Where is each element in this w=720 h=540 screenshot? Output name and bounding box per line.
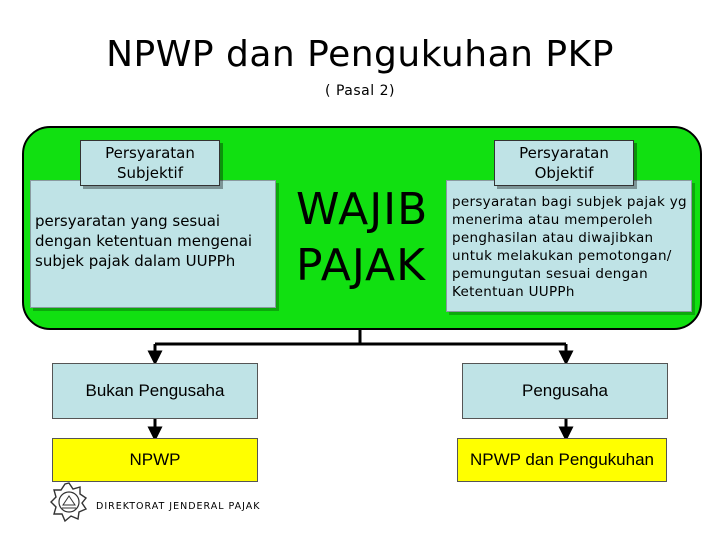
page-title: NPWP dan Pengukuhan PKP xyxy=(106,34,614,75)
subjective-requirements-text: persyaratan yang sesuai dengan ketentuan mengenai subjek pajak dalam UUPPh xyxy=(35,212,253,270)
pajak-text: PAJAK xyxy=(296,240,426,291)
objective-requirements-header: Persyaratan Objektif xyxy=(494,140,634,186)
npwp-pengukuhan-box: NPWP dan Pengukuhan xyxy=(457,438,667,482)
wajib-text: WAJIB xyxy=(296,184,429,235)
footer-organization: DIREKTORAT JENDERAL PAJAK xyxy=(96,501,261,512)
pengusaha-box: Pengusaha xyxy=(462,363,668,419)
objective-requirements-text: persyaratan bagi subjek pajak yg menerima atau memperoleh penghasilan atau diwajibkan untuk melakukan pemotongan/ pemungutan sesuai dengan Ketentuan UUPPh xyxy=(452,194,687,300)
djp-logo-icon xyxy=(48,481,90,523)
subjective-requirements-header: Persyaratan Subjektif xyxy=(80,140,220,186)
npwp-box: NPWP xyxy=(52,438,258,482)
bukan-pengusaha-box: Bukan Pengusaha xyxy=(52,363,258,419)
page-subtitle: ( Pasal 2) xyxy=(325,83,395,99)
